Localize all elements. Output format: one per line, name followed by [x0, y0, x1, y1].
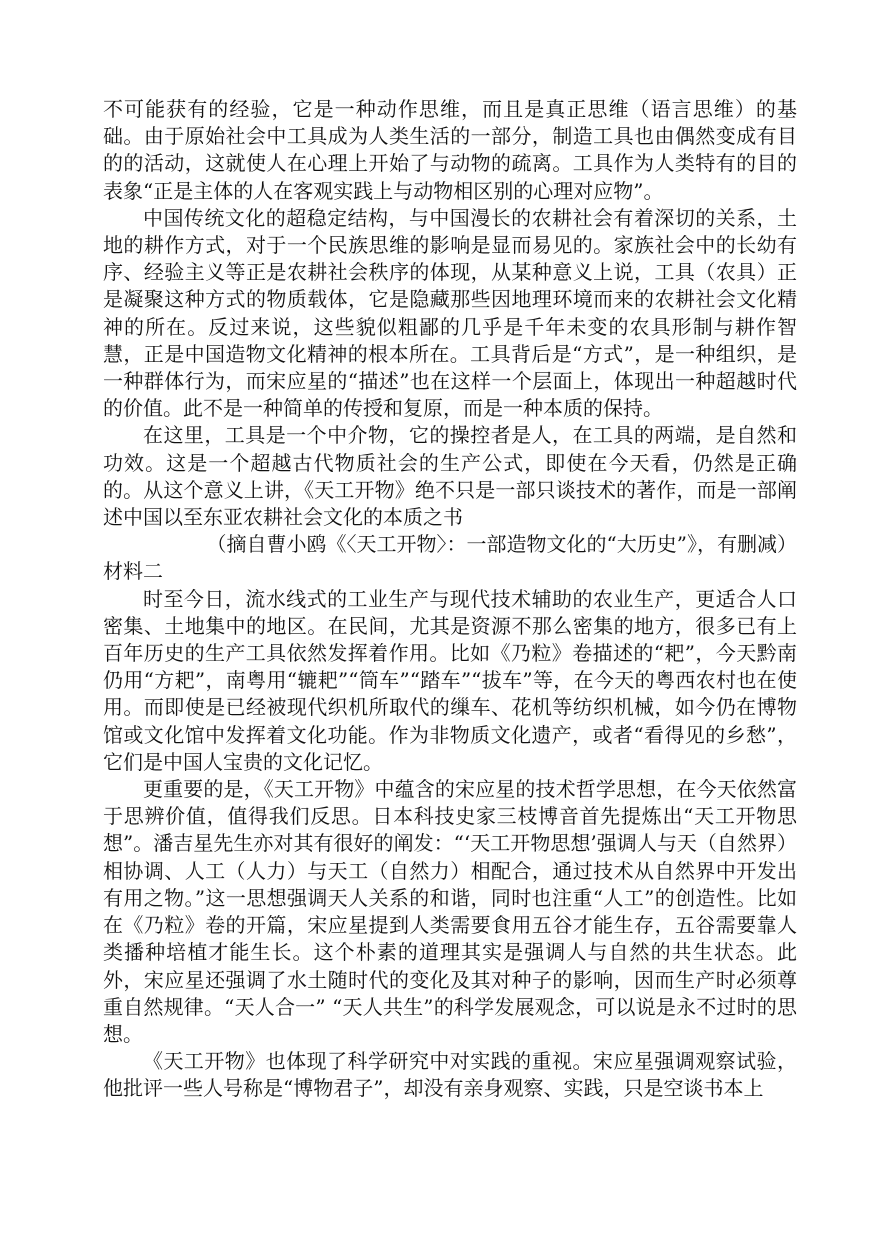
- paragraph-2: 中国传统文化的超稳定结构，与中国漫长的农耕社会有着深切的关系，土地的耕作方式，对于一个民族思维的影响是显而易见的。家族社会中的长幼有序、经验主义等正是农耕社会秩序的体现，从某种意义上说，工具（农具）正是凝聚这种方式的物质载体，它是隐藏那些因地理环境而来的农耕社会文化精神的所在。反过来说，这些貌似粗鄙的几乎是千年未变的农具形制与耕作智慧，正是中国造物文化精神的根本所在。工具背后是“方式”，是一种组织，是一种群体行为，而宋应星的“描述”也在这样一个层面上，体现出一种超越时代的价值。此不是一种简单的传授和复原，而是一种本质的保持。: [103, 205, 797, 421]
- source-citation: （摘自曹小鸥《〈天工开物〉：一部造物文化的“大历史”》，有删减）: [206, 532, 797, 557]
- document-page: [103, 96, 797, 1103]
- paragraph-5: 更重要的是，《天工开物》中蕴含的宋应星的技术哲学思想，在今天依然富于思辨价值，值得我们反思。日本科技史家三枝博音首先提炼出“天工开物思想”。潘吉星先生亦对其有很好的阐发：“‘天工开物思想’强调人与天（自然界）相协调、人工（人力）与天工（自然力）相配合，通过技术从自然界中开发出有用之物。”这一思想强调天人关系的和谐，同时也注重“人工”的创造性。比如在《乃粒》卷的开篇，宋应星提到人类需要食用五谷才能生存，五谷需要靠人类播种培植才能生长。这个朴素的道理其实是强调人与自然的共生状态。此外，宋应星还强调了水土随时代的变化及其对种子的影响，因而生产时必须尊重自然规律。“天人合一” “天人共生”的科学发展观念，可以说是永不过时的思想。: [103, 777, 797, 1046]
- paragraph-1: 不可能获有的经验，它是一种动作思维，而且是真正思维（语言思维）的基础。由于原始社会中工具成为人类生活的一部分，制造工具也由偶然变成有目的的活动，这就使人在心理上开始了与动物的疏离。工具作为人类特有的目的表象“正是主体的人在客观实践上与动物相区别的心理对应物”。: [103, 97, 797, 203]
- section-heading: 材料二: [103, 559, 163, 584]
- paragraph-4: 时至今日，流水线式的工业生产与现代技术辅助的农业生产，更适合人口密集、土地集中的地区。在民间，尤其是资源不那么密集的地方，很多已有上百年历史的生产工具依然发挥着作用。比如《乃粒》卷描述的“耙”，今天黔南仍用“方耙”，南粤用“辘耙”“筒车”“踏车”“拔车”等，在今天的粤西农村也在使用。而即使是已经被现代织机所取代的缫车、花机等纺织机械，如今仍在博物馆或文化馆中发挥着文化功能。作为非物质文化遗产，或者“看得见的乡愁”，它们是中国人宝贵的文化记忆。: [103, 586, 797, 774]
- paragraph-3: 在这里，工具是一个中介物，它的操控者是人，在工具的两端，是自然和功效。这是一个超越古代物质社会的生产公式，即使在今天看，仍然是正确的。从这个意义上讲，《天工开物》绝不只是一部只谈技术的著作，而是一部阐述中国以至东亚农耕社会文化的本质之书: [103, 423, 797, 530]
- paragraph-6: 《天工开物》也体现了科学研究中对实践的重视。宋应星强调观察试验，他批评一些人号称是“博物君子”，却没有亲身观察、实践，只是空谈书本上: [103, 1049, 797, 1101]
